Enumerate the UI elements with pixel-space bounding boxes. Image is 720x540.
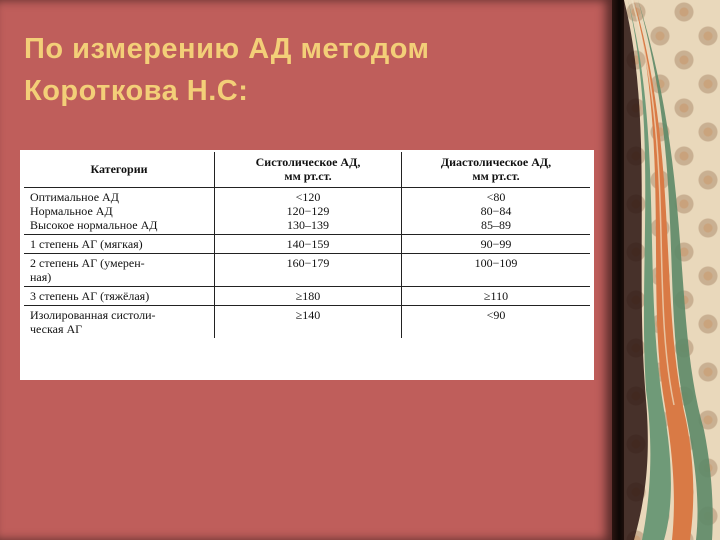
table-row	[24, 254, 590, 287]
systolic-cell	[215, 287, 402, 306]
bp-table	[24, 152, 590, 338]
table-row	[24, 287, 590, 306]
title-line-2: Короткова Н.С:	[24, 75, 249, 107]
header-diastolic-label: Диастолическое АД, мм рт.ст.	[440, 155, 552, 183]
systolic-cell	[215, 188, 402, 235]
decorative-side-panel	[624, 0, 720, 540]
category-cell	[24, 306, 215, 339]
systolic-cell	[215, 254, 402, 287]
slide-title	[24, 28, 584, 112]
category-label: 1 степень АГ (мягкая)	[30, 237, 143, 251]
systolic-value: 160−179	[286, 256, 330, 270]
category-cell	[24, 235, 215, 254]
category-label: 3 степень АГ (тяжёлая)	[30, 289, 150, 303]
category-label: 2 степень АГ (умерен- ная)	[30, 256, 145, 284]
diastolic-cell	[402, 188, 591, 235]
systolic-value: <120 120−129 130–139	[286, 190, 330, 232]
header-systolic-label: Систолическое АД, мм рт.ст.	[255, 155, 361, 183]
category-cell	[24, 287, 215, 306]
table-header-row	[24, 152, 590, 188]
systolic-value: ≥180	[295, 289, 321, 303]
header-systolic	[215, 152, 402, 188]
systolic-cell	[215, 306, 402, 339]
blood-pressure-table	[20, 150, 594, 380]
decorative-ribbons	[624, 0, 720, 540]
header-category	[24, 152, 215, 188]
diastolic-value: <80 80−84 85–89	[480, 190, 512, 232]
diastolic-cell	[402, 306, 591, 339]
diastolic-cell	[402, 235, 591, 254]
systolic-value: 140−159	[286, 237, 330, 251]
category-cell	[24, 254, 215, 287]
category-cell	[24, 188, 215, 235]
slide-frame-edge	[612, 0, 624, 540]
category-label: Изолированная систоли- ческая АГ	[30, 308, 156, 336]
diastolic-value: <90	[486, 308, 506, 322]
title-line-1: По измерению АД методом	[24, 33, 430, 65]
category-label: Оптимальное АД Нормальное АД Высокое нормальное АД	[30, 190, 158, 232]
header-category-label: Категории	[90, 162, 148, 176]
diastolic-value: ≥110	[483, 289, 509, 303]
header-diastolic	[402, 152, 591, 188]
table-row	[24, 306, 590, 339]
table-row	[24, 188, 590, 235]
diastolic-value: 90−99	[480, 237, 512, 251]
diastolic-cell	[402, 287, 591, 306]
systolic-cell	[215, 235, 402, 254]
systolic-value: ≥140	[295, 308, 321, 322]
diastolic-cell	[402, 254, 591, 287]
table-row	[24, 235, 590, 254]
diastolic-value: 100−109	[474, 256, 518, 270]
